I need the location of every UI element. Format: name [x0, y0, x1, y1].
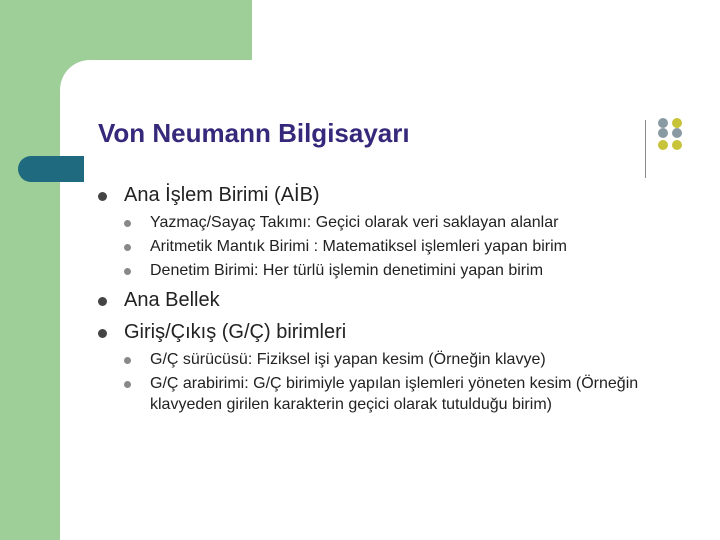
slide-content — [98, 182, 653, 421]
sub-bullet-icon — [124, 357, 131, 364]
bullet-icon — [98, 329, 107, 338]
bullet-item — [98, 182, 653, 208]
sub-bullet-list — [98, 349, 653, 415]
title-divider-line — [645, 120, 646, 178]
sub-bullet-list — [98, 212, 653, 281]
sub-bullet-icon — [124, 220, 131, 227]
sub-bullet-text: G/Ç sürücüsü: Fiziksel işi yapan kesim (Örneğin klavye) — [150, 351, 546, 368]
bullet-text: Ana Bellek — [124, 289, 220, 311]
sub-bullet-item — [124, 349, 653, 370]
sub-bullet-icon — [124, 268, 131, 275]
dot-icon — [672, 118, 682, 128]
dot-icon — [658, 140, 668, 150]
bullet-text: Ana İşlem Birimi (AİB) — [124, 184, 320, 206]
bullet-item — [98, 319, 653, 345]
sub-bullet-text: G/Ç arabirimi: G/Ç birimiyle yapılan işlemleri yöneten kesim (Örneğin klavyeden girilen karakterin geçici olarak tutulduğu birim) — [150, 375, 639, 413]
dot-icon — [672, 140, 682, 150]
sub-bullet-text: Aritmetik Mantık Birimi : Matematiksel işlemleri yapan birim — [150, 238, 567, 255]
sub-bullet-icon — [124, 381, 131, 388]
sub-bullet-item — [124, 236, 653, 257]
dot-icon — [658, 128, 668, 138]
sub-bullet-item — [124, 373, 653, 415]
bullet-icon — [98, 192, 107, 201]
decorative-green-left-panel — [0, 0, 60, 540]
sub-bullet-text: Denetim Birimi: Her türlü işlemin denetimini yapan birim — [150, 262, 544, 279]
slide-title: Von Neumann Bilgisayarı — [98, 118, 410, 148]
bullet-item — [98, 287, 653, 313]
sub-bullet-icon — [124, 244, 131, 251]
sub-bullet-text: Yazmaç/Sayaç Takımı: Geçici olarak veri saklayan alanlar — [150, 214, 559, 231]
bullet-text: Giriş/Çıkış (G/Ç) birimleri — [124, 321, 347, 343]
sub-bullet-item — [124, 260, 653, 281]
dot-icon — [658, 118, 668, 128]
decorative-teal-tab — [18, 156, 84, 182]
dot-icon — [672, 128, 682, 138]
sub-bullet-item — [124, 212, 653, 233]
bullet-icon — [98, 297, 107, 306]
